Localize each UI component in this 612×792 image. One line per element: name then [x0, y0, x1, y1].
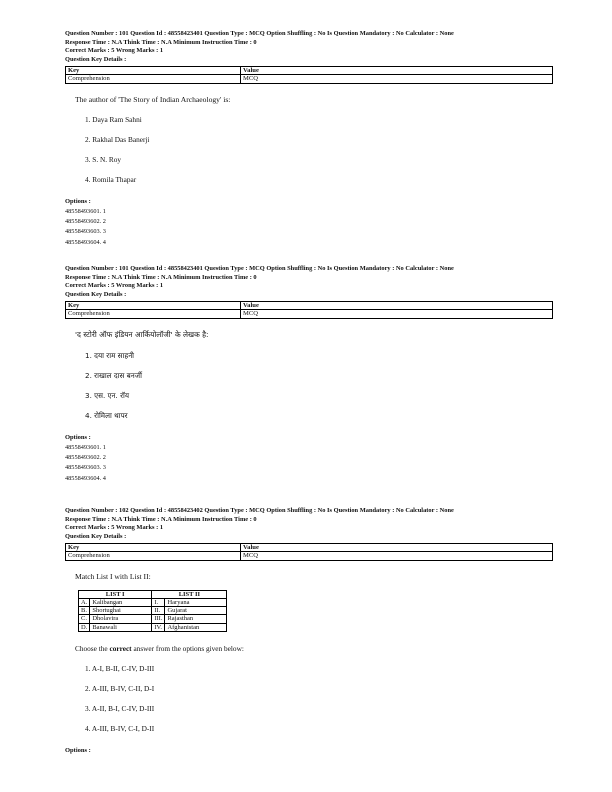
question-text: Match List I with List II:: [75, 571, 151, 581]
answer-choice: 2. Rakhal Das Banerji: [85, 134, 150, 144]
list-1-header: LIST I: [79, 590, 152, 598]
option-id-list: [65, 207, 553, 248]
response-time-line: Response Time : N.A Think Time : N.A Minimum Instruction Time : 0: [65, 38, 257, 46]
list-2-item: Rajasthan: [165, 615, 227, 623]
options-label: Options :: [65, 197, 91, 205]
option-id: 48558493602. 2: [65, 454, 106, 462]
option-id-list: [65, 443, 553, 484]
question-text: 'द स्टोरी ऑफ इंडियन आर्कियोलॉजी' के लेखक है:: [75, 329, 209, 339]
option-id: 48558493601. 1: [65, 207, 106, 215]
response-time-line: Response Time : N.A Think Time : N.A Minimum Instruction Time : 0: [65, 273, 257, 281]
list-1-item: Shortughai: [90, 607, 152, 615]
response-time-line: Response Time : N.A Think Time : N.A Minimum Instruction Time : 0: [65, 515, 257, 523]
value-cell: MCQ: [241, 552, 553, 561]
value-cell: MCQ: [241, 75, 553, 84]
list-2-header: LIST II: [152, 590, 227, 598]
question-header: Question Number : 101 Question Id : 48558423401 Question Type : MCQ Option Shuffling : No Is Question Mandatory : No Calculator : None: [65, 265, 454, 272]
question-header: Question Number : 102 Question Id : 48558423402 Question Type : MCQ Option Shuffling : No Is Question Mandatory : No Calculator : None: [65, 507, 454, 514]
list-1-item: Dholavira: [90, 615, 152, 623]
list-2-item: Gujarat: [165, 607, 227, 615]
answer-choice: 4. Romila Thapar: [85, 174, 137, 184]
match-row: [79, 599, 227, 607]
value-header: Value: [241, 66, 553, 75]
instruction-pre: Choose the: [75, 643, 108, 653]
option-id: 48558493602. 2: [65, 218, 106, 226]
answer-choice: 3. एस. एन. रॉय: [85, 390, 130, 400]
option-id: 48558493603. 3: [65, 228, 106, 236]
list-2-label: I.: [152, 599, 165, 607]
list-2-label: IV.: [152, 623, 165, 631]
answer-choice: 1. A-I, B-II, C-IV, D-III: [85, 663, 155, 673]
marks-line: Correct Marks : 5 Wrong Marks : 1: [65, 47, 164, 55]
key-header: Key: [66, 66, 241, 75]
answer-choice: 4. A-III, B-IV, C-I, D-II: [85, 723, 155, 733]
key-cell: Comprehension: [66, 75, 241, 84]
list-2-item: Haryana: [165, 599, 227, 607]
answer-choices: [75, 116, 553, 184]
key-details-table: [65, 66, 553, 84]
list-2-item: Afghanistan: [165, 623, 227, 631]
value-cell: MCQ: [241, 310, 553, 319]
match-row: [79, 623, 227, 631]
answer-choice: 3. S. N. Roy: [85, 154, 122, 164]
list-1-item: Banawali: [90, 623, 152, 631]
list-1-label: A.: [79, 599, 90, 607]
option-id: 48558493603. 3: [65, 464, 106, 472]
answer-choice: 2. A-III, B-IV, C-II, D-I: [85, 683, 155, 693]
match-row: [79, 615, 227, 623]
key-details-table: [65, 301, 553, 319]
list-1-label: C.: [79, 615, 90, 623]
list-1-label: B.: [79, 607, 90, 615]
list-2-label: II.: [152, 607, 165, 615]
marks-line: Correct Marks : 5 Wrong Marks : 1: [65, 282, 164, 290]
key-details-label: Question Key Details :: [65, 533, 127, 541]
key-header: Key: [66, 543, 241, 552]
instruction-text: [75, 644, 553, 653]
key-details-table: [65, 543, 553, 561]
option-id: 48558493604. 4: [65, 474, 106, 482]
answer-choice: 4. रोमिला थापर: [85, 410, 128, 420]
list-1-label: D.: [79, 623, 90, 631]
match-row: [79, 607, 227, 615]
answer-choices: [75, 352, 553, 420]
key-details-label: Question Key Details :: [65, 291, 127, 299]
answer-choices: [75, 665, 553, 733]
value-header: Value: [241, 543, 553, 552]
value-header: Value: [241, 301, 553, 310]
option-id: 48558493601. 1: [65, 443, 106, 451]
instruction-post: answer from the options given below:: [133, 643, 244, 653]
question-header: Question Number : 101 Question Id : 48558423401 Question Type : MCQ Option Shuffling : No Is Question Mandatory : No Calculator : None: [65, 30, 454, 37]
key-cell: Comprehension: [66, 552, 241, 561]
key-cell: Comprehension: [66, 310, 241, 319]
instruction-emphasis: correct: [109, 643, 132, 653]
answer-choice: 1. दया राम साहनी: [85, 350, 135, 360]
options-label: Options :: [65, 433, 91, 441]
list-1-item: Kalibangan: [90, 599, 152, 607]
options-label: Options :: [65, 746, 91, 754]
answer-choice: 2. राखाल दास बनर्जी: [85, 370, 142, 380]
marks-line: Correct Marks : 5 Wrong Marks : 1: [65, 524, 164, 532]
question-block-101-english: [65, 30, 553, 248]
key-details-label: Question Key Details :: [65, 56, 127, 64]
key-header: Key: [66, 301, 241, 310]
option-id: 48558493604. 4: [65, 238, 106, 246]
answer-choice: 3. A-II, B-I, C-IV, D-III: [85, 703, 155, 713]
question-block-102: [65, 507, 553, 754]
question-block-101-hindi: [65, 265, 553, 484]
answer-choice: 1. Daya Ram Sahni: [85, 114, 142, 124]
match-list-table: [78, 590, 227, 632]
question-text: The author of 'The Story of Indian Archaeology' is:: [75, 94, 231, 104]
list-2-label: III.: [152, 615, 165, 623]
